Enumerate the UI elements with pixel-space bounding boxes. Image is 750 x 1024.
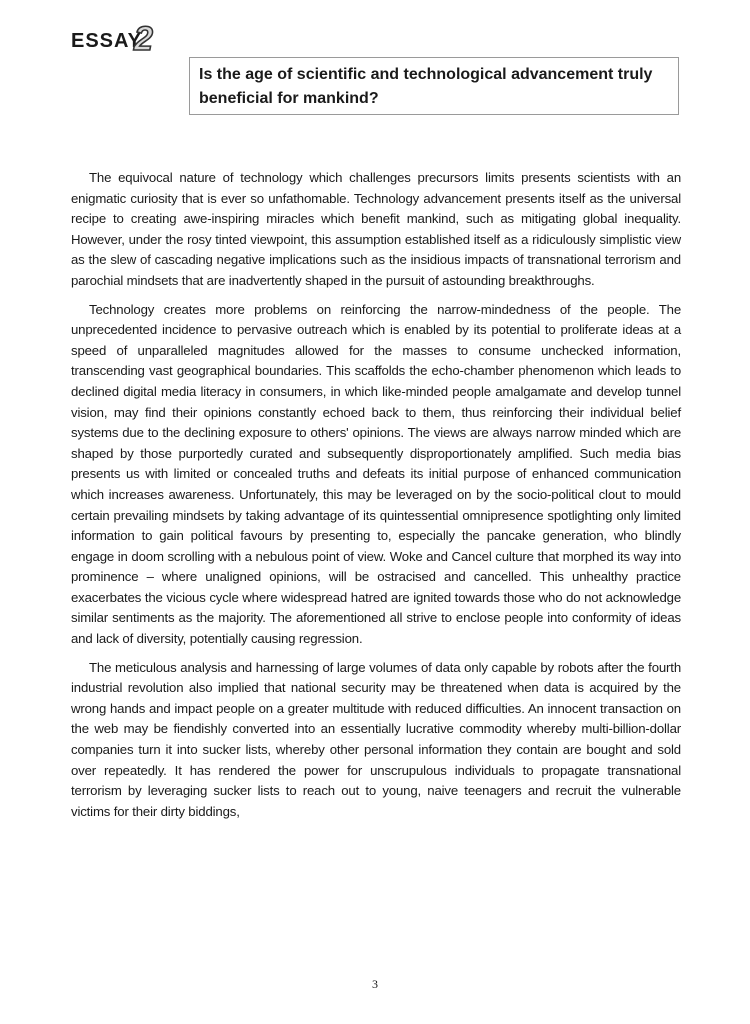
question-box bbox=[189, 57, 679, 115]
page-number: 3 bbox=[372, 977, 378, 991]
question-text: Is the age of scientific and technological advancement truly beneficial for mankind? bbox=[199, 66, 653, 107]
essay-number: 2 bbox=[134, 20, 153, 58]
paragraph-2: Technology creates more problems on reinforcing the narrow-mindedness of the people. The unprecedented incidence to pervasive outreach which is enabled by its potential to proliferate ideas at a speed of unparalleled magnitudes allowed for the masses to consume unchecked information, transcending vast geographical boundaries. This scaffolds the echo-chamber phenomenon which leads to declined digital media literacy in consumers, in which like-minded people amalgamate and develop tunnel vision, may find their opinions constantly echoed back to them, thus reinforcing their individual belief systems due to the declining exposure to others' opinions. The views are always narrow minded which are shaped by those purportedly curated and subsequently disproportionately amplified. Such media bias presents us with limited or concealed truths and defeats its initial purpose of enhanced communication which increases awareness. Unfortunately, this may be leveraged on by the socio-political clout to mould certain prevailing mindsets by taking advantage of its quintessential omnipresence spotlighting only limited information to gain political favours by presenting to, especially the pancake generation, who blindly engage in doom scrolling with a nebulous point of view. Woke and Cancel culture that morphed its way into prominence – where unaligned opinions, will be ostracised and cancelled. This unhealthy practice exacerbates the vicious cycle where widespread hatred are ignited towards those who do not acknowledge similar sentiments as the majority. The aforementioned all strive to enclose people into conformity of ideas and lack of diversity, potentially causing regression. bbox=[71, 301, 681, 647]
essay-label: ESSAY bbox=[71, 30, 142, 52]
paragraph-1: The equivocal nature of technology which challenges precursors limits presents scientists with an enigmatic curiosity that is ever so unfathomable. Technology advancement presents itself as the universal recipe to creating awe-inspiring miracles which benefit mankind, such as mitigating global inequality. However, under the rosy tinted viewpoint, this assumption established itself as a ridiculously simplistic view as the slew of cascading negative implications such as the insidious impacts of transnational terrorism and parochial mindsets that are inadvertently shaped in the pursuit of astounding breakthroughs. bbox=[71, 170, 681, 288]
essay-body bbox=[71, 168, 681, 830]
paragraph-3: The meticulous analysis and harnessing of large volumes of data only capable by robots after the fourth industrial revolution also implied that national security may be threatened when data is acquired by the wrong hands and impact people on a greater multitude with reduced difficulties. An innocent transaction on the web may be fiendishly converted into an essentially lucrative commodity whereby multi-billion-dollar companies turn it into sucker lists, whereby other personal information they contain are bought and sold over repeatedly. It has rendered the power for unscrupulous individuals to propagate transnational terrorism by leveraging sucker lists to reach out to young, naive teenagers and recruit the vulnerable victims for their dirty biddings, bbox=[71, 659, 681, 819]
